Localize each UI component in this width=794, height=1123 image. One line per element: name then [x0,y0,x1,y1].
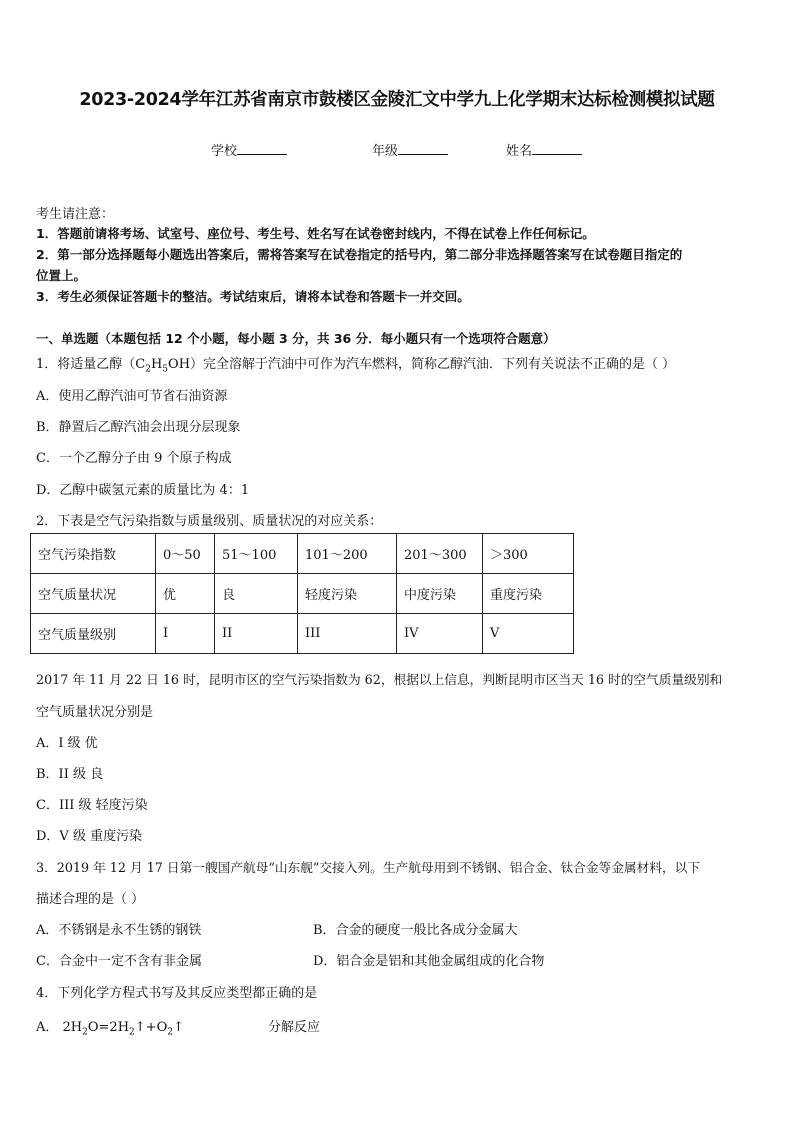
table-cell: V [483,614,574,654]
notice-item: 3．考生必须保证答题卡的整洁。考试结束后，请将本试卷和答题卡一并交回。 [36,289,470,304]
table-cell: 51～100 [215,534,298,574]
table-cell: 空气质量状况 [31,574,156,614]
table-cell: ＞300 [483,534,574,574]
grade-field[interactable]: 年级 [372,140,448,159]
table-cell: 0～50 [156,534,215,574]
question-3-stem: 描述合理的是（ ） [36,892,145,907]
table-cell: 101～200 [298,534,397,574]
table-cell: 中度污染 [397,574,483,614]
table-row [31,614,574,654]
air-quality-table [30,533,574,654]
school-field[interactable]: 学校 [211,140,287,159]
name-field[interactable]: 姓名 [506,140,582,159]
chemical-equation: $2H_2O=2H_2↑+O_2↑$ [62,1020,184,1038]
question-4-stem: 4．下列化学方程式书写及其反应类型都正确的是 [36,986,318,1001]
table-row [31,534,574,574]
table-cell: 轻度污染 [298,574,397,614]
question-3-stem: 3．2019 年 12 月 17 日第一艘国产航母“山东舰”交接入列。生产航母用到不锈钢、铝合金、钛合金等金属材料，以下 [36,860,701,875]
notice-item: 1．答题前请将考场、试室号、座位号、考生号、姓名写在试卷密封线内，不得在试卷上作任何标记。 [36,226,595,241]
q1-option-d[interactable]: D．乙醇中碳氢元素的质量比为 4：1 [36,483,250,498]
q2-option-b[interactable]: B．II 级 良 [36,767,104,782]
q1-option-a[interactable]: A．使用乙醇汽油可节省石油资源 [36,389,228,404]
table-cell: 重度污染 [483,574,574,614]
notice-item: 位置上。 [36,268,87,283]
table-cell: 空气污染指数 [31,534,156,574]
table-cell: IV [397,614,483,654]
table-cell: III [298,614,397,654]
q3-option-a[interactable]: A．不锈钢是永不生锈的钢铁 [36,923,202,938]
table-cell: I [156,614,215,654]
table-cell: 201～300 [397,534,483,574]
q4-option-a[interactable]: A． $2H_2O=2H_2↑+O_2↑$ [36,1020,184,1038]
q2-option-c[interactable]: C．III 级 轻度污染 [36,798,148,813]
question-1-stem: 1．将适量乙醇$(C_2H_5OH)$完全溶解于汽油中可作为汽车燃料，简称乙醇汽油．下列有关说法不正确的是（ ） [36,357,676,375]
question-2-text: 空气质量状况分别是 [36,705,154,720]
table-cell: 空气质量级别 [31,614,156,654]
q2-option-d[interactable]: D．V 级 重度污染 [36,829,143,844]
question-2-stem: 2．下表是空气污染指数与质量级别、质量状况的对应关系： [36,514,383,529]
table-cell: 优 [156,574,215,614]
table-cell: II [215,614,298,654]
table-cell: 良 [215,574,298,614]
exam-title: 2023-2024学年江苏省南京市鼓楼区金陵汇文中学九上化学期末达标检测模拟试题 [79,90,715,110]
q3-option-b[interactable]: B．合金的硬度一般比各成分金属大 [313,923,518,938]
notice-item: 2．第一部分选择题每小题选出答案后，需将答案写在试卷指定的括号内，第二部分非选择题答案写在试卷题目指定的 [36,247,683,262]
question-2-text: 2017 年 11 月 22 日 16 时，昆明市区的空气污染指数为 62，根据以上信息，判断昆明市区当天 16 时的空气质量级别和 [36,672,723,687]
q3-option-c[interactable]: C．合金中一定不含有非金属 [36,954,202,969]
q2-option-a[interactable]: A．I 级 优 [36,736,98,751]
q1-option-c[interactable]: C．一个乙醇分子由 9 个原子构成 [36,451,232,466]
table-row [31,574,574,614]
section-heading: 一、单选题（本题包括 12 个小题，每小题 3 分，共 36 分．每小题只有一个选项符合题意） [36,331,556,346]
reaction-type: 分解反应 [268,1020,321,1035]
q3-option-d[interactable]: D．铝合金是铝和其他金属组成的化合物 [313,954,545,969]
notice-heading: 考生请注意： [36,207,115,222]
q1-option-b[interactable]: B．静置后乙醇汽油会出现分层现象 [36,420,241,435]
